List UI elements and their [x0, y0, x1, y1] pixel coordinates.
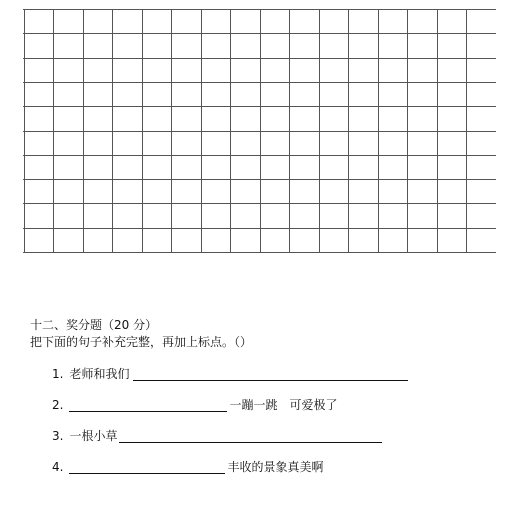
question-suffix: 丰收的景象真美啊: [227, 460, 324, 474]
question-number: 3.: [52, 429, 64, 443]
section-instruction: 把下面的句子补充完整，再加上标点。（）: [30, 335, 253, 349]
question-prefix: 一根小草: [69, 429, 118, 443]
answer-blank[interactable]: [119, 430, 382, 443]
question-4: [52, 460, 323, 474]
answer-blank[interactable]: [69, 399, 227, 412]
answer-blank[interactable]: [133, 368, 408, 381]
question-suffix: 一蹦一跳 可爱极了: [229, 398, 338, 412]
question-number: 4.: [52, 460, 64, 474]
grid-lines: [23, 9, 496, 253]
answer-blank[interactable]: [69, 461, 225, 474]
writing-grid: [23, 9, 496, 253]
question-1: [52, 367, 408, 381]
question-3: [52, 429, 382, 443]
question-prefix: 老师和我们: [69, 367, 130, 381]
question-number: 2.: [52, 398, 64, 412]
question-2: [52, 398, 337, 412]
section-title: 十二、奖分题（20 分）: [30, 318, 158, 332]
question-number: 1.: [52, 367, 64, 381]
